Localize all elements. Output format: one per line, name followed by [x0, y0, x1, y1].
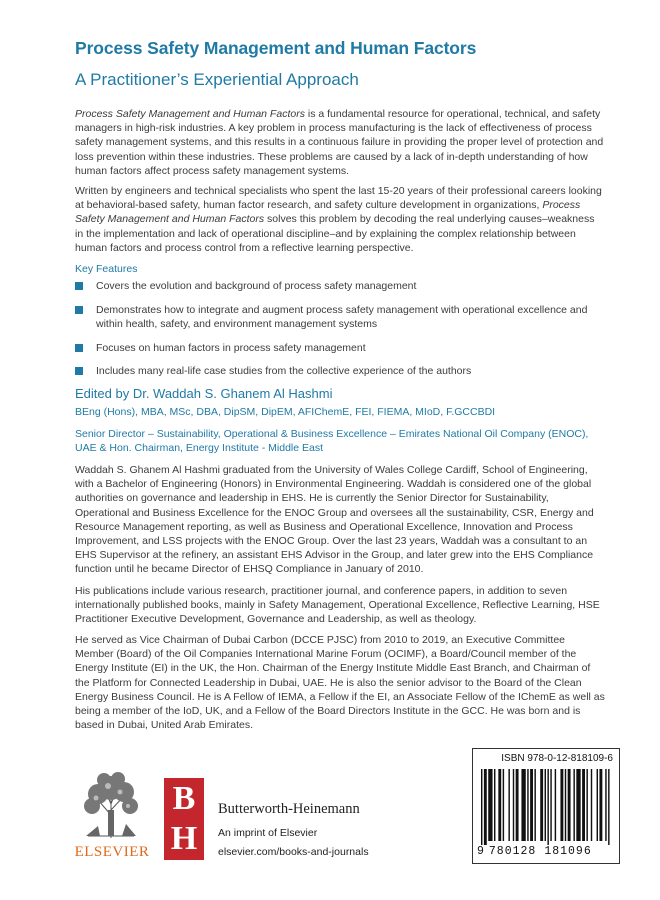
barcode-bar	[565, 769, 566, 841]
intro-p2-italic: Process Safety Management and Human Factors	[75, 199, 581, 226]
barcode-bar	[573, 769, 574, 841]
barcode-bar	[555, 769, 556, 841]
barcode-bar	[498, 769, 501, 841]
bio-paragraph-1: Waddah S. Ghanem Al Hashmi graduated from the University of Wales College Cardiff, School of Engineering, with a Bachelor of Engineering (Honors) in Environmental Engineering. Waddah is considered one of the global authorities on governance and leadership in EHS. He is currently the Senior Director for Sustainability, Operational and Business Excellence for the ENOC Group and oversees all the sustainability, CSR, Energy and Resource Management reporting, as well as Business and Operational Excellence, Innovation and Process Improvement, and LSS projects with the ENOC Group. Over the last 23 years, Waddah was a consultant to an EHS Supervisor at the refinery, an assistant EHS Advisor in the Group, and later grew into the EHS Compliance function until he became Director of EHSQ Compliance in January of 2010.	[75, 464, 594, 576]
square-bullet-icon	[75, 306, 83, 314]
barcode-bar	[608, 769, 609, 845]
barcode-bar	[605, 769, 606, 841]
book-subtitle: A Practitioner’s Experiential Approach	[75, 70, 359, 89]
intro-paragraph-2	[75, 184, 605, 255]
barcode-bar	[560, 769, 563, 841]
barcode-bars-icon	[481, 769, 611, 845]
barcode-bar	[586, 769, 587, 841]
bh-letter-h: H	[170, 820, 198, 857]
isbn-barcode	[472, 748, 620, 864]
list-item: Focuses on human factors in process safety management	[75, 341, 605, 356]
barcode-bar	[550, 769, 551, 841]
editor-name: Edited by Dr. Waddah S. Ghanem Al Hashmi	[75, 386, 333, 401]
key-features-heading: Key Features	[75, 263, 138, 275]
list-item: Includes many real-life case studies from the collective experience of the authors	[75, 364, 605, 379]
elsevier-logo	[72, 770, 152, 862]
barcode-bar	[599, 769, 602, 841]
publisher-brand: Butterworth-Heinemann	[218, 801, 360, 817]
barcode-bar	[521, 769, 525, 841]
barcode-bar	[488, 769, 492, 841]
list-item: Demonstrates how to integrate and augment process safety management with operational excellence and within health, safety, and environment management systems	[75, 303, 605, 332]
publisher-url[interactable]: elsevier.com/books-and-journals	[218, 846, 369, 858]
book-title: Process Safety Management and Human Factors	[75, 38, 477, 58]
intro-p2-end: solves this problem by decoding the real underlying causes–weakness in the implementation and lack of operational discipline–and by explaining the complex relationship between human factors and process control from a reflective learning perspective.	[75, 213, 595, 254]
barcode-bar	[513, 769, 514, 841]
barcode-bar	[576, 769, 580, 841]
barcode-bar	[545, 769, 546, 841]
elsevier-wordmark: ELSEVIER	[74, 844, 150, 860]
barcode-bar	[484, 769, 487, 845]
bh-logo	[164, 778, 204, 860]
key-features-list	[75, 279, 605, 388]
intro-title-italic: Process Safety Management and Human Factors	[75, 108, 305, 120]
barcode-bar	[597, 769, 598, 841]
square-bullet-icon	[75, 344, 83, 352]
barcode-digits: 9 780128 181096	[477, 845, 592, 858]
barcode-bar	[508, 769, 509, 841]
barcode-bar	[582, 769, 585, 841]
barcode-bar	[516, 769, 519, 841]
barcode-bar	[481, 769, 482, 845]
editor-role: Senior Director – Sustainability, Operational & Business Excellence – Emirates National Oil Company (ENOC), UAE & Hon. Chairman, Energy Institute - Middle East	[75, 428, 589, 455]
barcode-bar	[534, 769, 535, 841]
publisher-imprint: An imprint of Elsevier	[218, 827, 318, 839]
intro-paragraph-1	[75, 107, 605, 178]
editor-qualifications: BEng (Hons), MBA, MSc, DBA, DipSM, DipEM, AFIChemE, FEI, FIEMA, MIoD, F.GCCBDI	[75, 406, 496, 418]
isbn-label: ISBN 978-0-12-818109-6	[501, 753, 613, 764]
barcode-bar	[494, 769, 495, 841]
bio-paragraph-2: His publications include various research, practitioner journal, and conference papers, in addition to seven internationally published books, mainly in Safety Management, Operational Excellence, Reflective Learning, HSE Practitioner Executive Development, Governance and Leadership, as well as theology.	[75, 585, 600, 626]
barcode-bar	[568, 769, 571, 841]
intro-p2-start: Written by engineers and technical specialists who spent the last 15-20 years of their professional careers looking at behavioral-based safety, human factor research, and safety culture development in organizations,	[75, 185, 602, 212]
square-bullet-icon	[75, 367, 83, 375]
list-item: Covers the evolution and background of process safety management	[75, 279, 605, 294]
bio-paragraph-3: He served as Vice Chairman of Dubai Carbon (DCCE PJSC) from 2010 to 2019, an Executive Committee Member (Board) of the Oil Companies International Marine Forum (OCIMF), a Board/Council member of the Energy Institute (EI) in the UK, the Hon. Chairman of the Energy Institute Middle East Branch, and Chairman of the Platform for Connected Leadership in Dubai, UAE. He is also the senior advisor to the Board of the Clean Energy Business Council. He is A Fellow of IEMA, a Fellow if the EI, an Associate Fellow of the IChemE as well as being a member of the IoD, UK, and a Fellow of the Board Directors Institute in the GCC. He was born and is based in Dubai, United Arab Emirates.	[75, 634, 605, 732]
barcode-bar	[547, 769, 548, 845]
barcode-bar	[527, 769, 528, 841]
elsevier-tree-icon	[78, 770, 144, 840]
barcode-bar	[540, 769, 543, 841]
barcode-bar	[530, 769, 533, 841]
barcode-bar	[591, 769, 592, 841]
intro-p1-text: is a fundamental resource for operational, technical, and safety managers in high-risk industries. A key problem in process manufacturing is the lack of effectiveness of process safety management systems, and this results in a continuous failure in providing the proper level of protection and loss prevention within these industries. These problems are caused by a lack of in-depth understanding of how human factors affect process safety management systems.	[75, 108, 604, 177]
square-bullet-icon	[75, 282, 83, 290]
bh-letter-b: B	[172, 780, 196, 817]
barcode-bar	[503, 769, 504, 841]
